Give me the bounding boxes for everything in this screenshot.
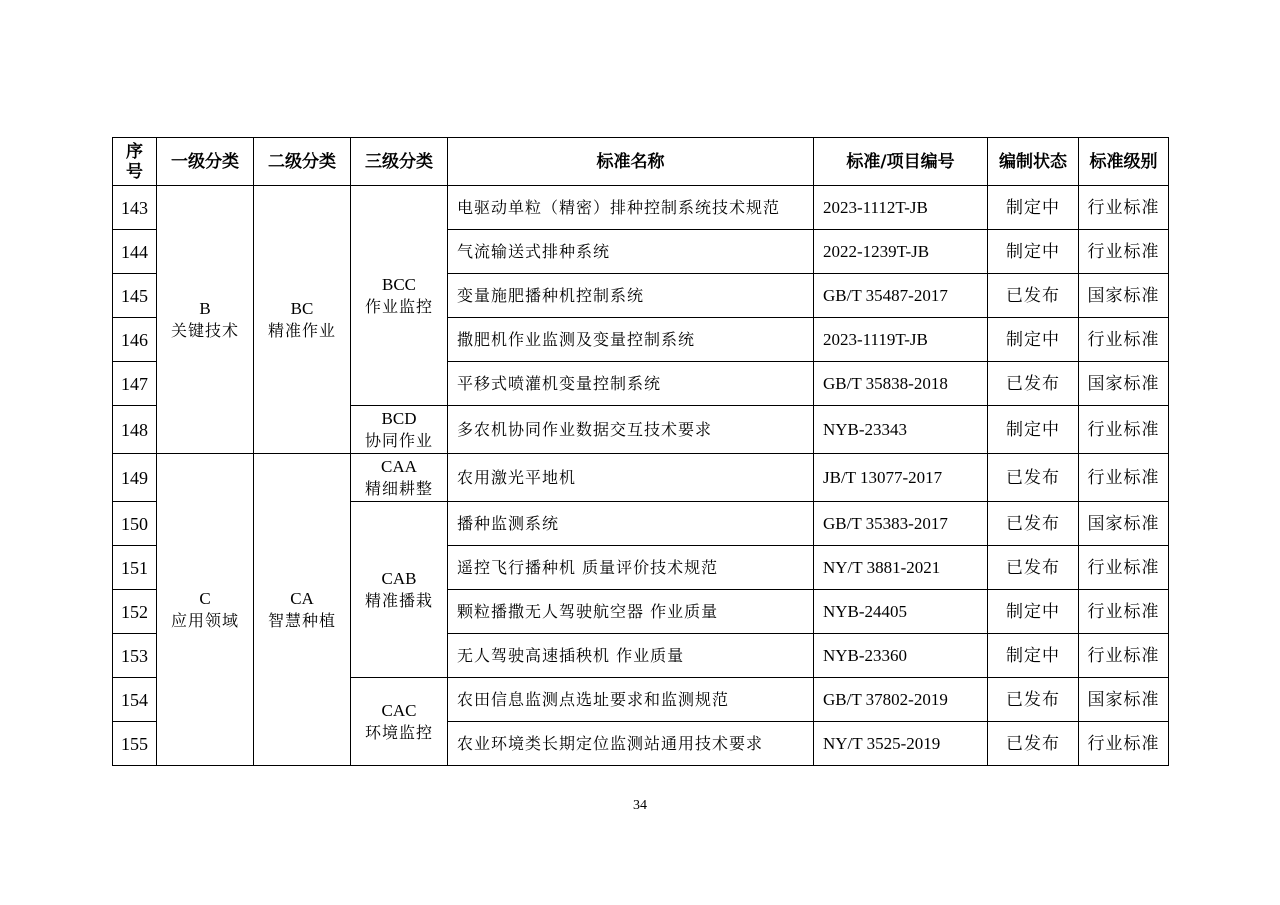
row-code: GB/T 35383-2017: [814, 502, 988, 546]
row-level: 行业标准: [1079, 186, 1169, 230]
row-status: 制定中: [988, 230, 1079, 274]
level3-cell-bcc: [351, 186, 448, 406]
row-seq: 146: [113, 318, 157, 362]
row-level: 国家标准: [1079, 274, 1169, 318]
row-level: 行业标准: [1079, 318, 1169, 362]
header-level2: 二级分类: [254, 138, 351, 186]
level3-code: CAB: [381, 568, 417, 588]
row-level: 行业标准: [1079, 546, 1169, 590]
level3-code: BCD: [381, 408, 417, 428]
row-status: 已发布: [988, 546, 1079, 590]
page-number: 34: [633, 798, 647, 813]
row-seq: 145: [113, 274, 157, 318]
row-seq: 154: [113, 678, 157, 722]
row-seq: 149: [113, 454, 157, 502]
standards-table: [112, 137, 1169, 766]
row-level: 国家标准: [1079, 502, 1169, 546]
row-seq: 148: [113, 406, 157, 454]
table-header-row: [113, 138, 1169, 186]
row-seq: 151: [113, 546, 157, 590]
level2-name: 智慧种植: [267, 610, 336, 630]
row-status: 已发布: [988, 274, 1079, 318]
row-name: 遥控飞行播种机 质量评价技术规范: [448, 546, 814, 590]
level2-code: BC: [290, 298, 314, 318]
row-code: GB/T 35838-2018: [814, 362, 988, 406]
level2-cell-bc: [254, 186, 351, 454]
header-name: 标准名称: [448, 138, 814, 186]
row-status: 已发布: [988, 454, 1079, 502]
level1-cell-c: [157, 454, 254, 766]
row-status: 已发布: [988, 362, 1079, 406]
header-code: 标准/项目编号: [814, 138, 988, 186]
level3-name: 环境监控: [364, 722, 433, 742]
level1-name: 应用领域: [170, 610, 239, 630]
row-name: 撒肥机作业监测及变量控制系统: [448, 318, 814, 362]
level3-cell-cab: [351, 502, 448, 678]
row-status: 制定中: [988, 634, 1079, 678]
row-code: 2023-1112T-JB: [814, 186, 988, 230]
level3-code: BCC: [381, 274, 417, 294]
row-seq: 147: [113, 362, 157, 406]
level1-cell-b: [157, 186, 254, 454]
row-level: 行业标准: [1079, 590, 1169, 634]
row-seq: 155: [113, 722, 157, 766]
row-name: 农田信息监测点选址要求和监测规范: [448, 678, 814, 722]
row-name: 多农机协同作业数据交互技术要求: [448, 406, 814, 454]
level1-code: B: [199, 298, 211, 318]
row-name: 气流输送式排种系统: [448, 230, 814, 274]
row-seq: 153: [113, 634, 157, 678]
level3-cell-bcd: [351, 406, 448, 454]
row-code: GB/T 37802-2019: [814, 678, 988, 722]
row-level: 行业标准: [1079, 634, 1169, 678]
row-status: 制定中: [988, 590, 1079, 634]
level3-name: 协同作业: [364, 430, 433, 450]
row-name: 播种监测系统: [448, 502, 814, 546]
header-seq: 序 号: [113, 138, 157, 186]
level2-name: 精准作业: [267, 320, 336, 340]
row-code: NYB-23343: [814, 406, 988, 454]
row-name: 平移式喷灌机变量控制系统: [448, 362, 814, 406]
level3-cell-cac: [351, 678, 448, 766]
row-seq: 150: [113, 502, 157, 546]
row-status: 制定中: [988, 318, 1079, 362]
row-code: NY/T 3881-2021: [814, 546, 988, 590]
row-code: JB/T 13077-2017: [814, 454, 988, 502]
level1-code: C: [199, 588, 211, 608]
row-level: 国家标准: [1079, 678, 1169, 722]
level2-code: CA: [290, 588, 314, 608]
row-code: 2023-1119T-JB: [814, 318, 988, 362]
row-code: GB/T 35487-2017: [814, 274, 988, 318]
row-name: 颗粒播撒无人驾驶航空器 作业质量: [448, 590, 814, 634]
level3-cell-caa: [351, 454, 448, 502]
row-name: 电驱动单粒（精密）排种控制系统技术规范: [448, 186, 814, 230]
header-status: 编制状态: [988, 138, 1079, 186]
header-level1: 一级分类: [157, 138, 254, 186]
level3-name: 精细耕整: [364, 478, 433, 498]
row-name: 变量施肥播种机控制系统: [448, 274, 814, 318]
row-status: 已发布: [988, 678, 1079, 722]
row-status: 已发布: [988, 722, 1079, 766]
header-level3: 三级分类: [351, 138, 448, 186]
row-seq: 152: [113, 590, 157, 634]
row-name: 农用激光平地机: [448, 454, 814, 502]
level3-code: CAC: [381, 700, 417, 720]
level1-name: 关键技术: [170, 320, 239, 340]
row-name: 农业环境类长期定位监测站通用技术要求: [448, 722, 814, 766]
row-name: 无人驾驶高速插秧机 作业质量: [448, 634, 814, 678]
level2-cell-ca: [254, 454, 351, 766]
row-code: NYB-23360: [814, 634, 988, 678]
row-status: 制定中: [988, 406, 1079, 454]
row-level: 国家标准: [1079, 362, 1169, 406]
table-row: [113, 186, 1169, 230]
row-level: 行业标准: [1079, 230, 1169, 274]
row-status: 制定中: [988, 186, 1079, 230]
row-code: NYB-24405: [814, 590, 988, 634]
row-level: 行业标准: [1079, 722, 1169, 766]
level3-name: 作业监控: [364, 296, 433, 316]
row-level: 行业标准: [1079, 454, 1169, 502]
row-status: 已发布: [988, 502, 1079, 546]
row-code: NY/T 3525-2019: [814, 722, 988, 766]
header-level: 标准级别: [1079, 138, 1169, 186]
row-level: 行业标准: [1079, 406, 1169, 454]
level3-name: 精准播栽: [364, 590, 433, 610]
row-code: 2022-1239T-JB: [814, 230, 988, 274]
row-seq: 144: [113, 230, 157, 274]
table-row: [113, 454, 1169, 502]
row-seq: 143: [113, 186, 157, 230]
level3-code: CAA: [381, 456, 417, 476]
